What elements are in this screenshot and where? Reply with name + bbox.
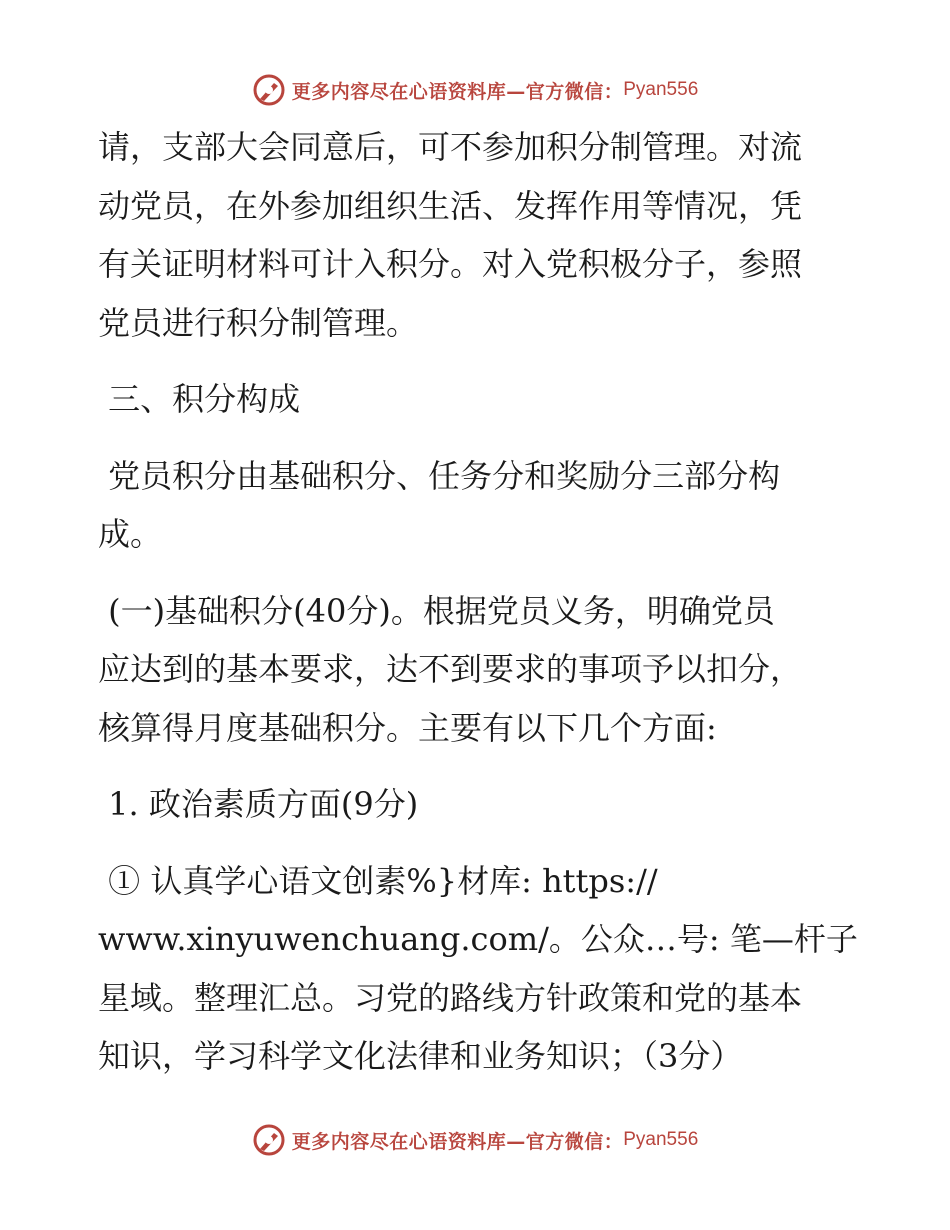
body-line: 成。	[98, 515, 163, 553]
body-line: 党员进行积分制管理。	[98, 303, 419, 342]
body-line: 核算得月度基础积分。主要有以下几个方面:	[98, 708, 717, 747]
body-line: www.xinyuwenchuang.com/。公众…号: 笔—杆子	[98, 920, 858, 958]
body-line: 党员积分由基础积分、任务分和奖励分三部分构	[98, 456, 781, 495]
body-line: ① 认真学心语文创素%}材库: https://	[98, 861, 658, 900]
body-line: 知识，学习科学文化法律和业务知识；（3分）	[98, 1037, 743, 1075]
watermark-wechat-id: Pyan556	[623, 79, 699, 100]
pen-logo-icon	[252, 1123, 286, 1157]
header-watermark	[0, 70, 950, 110]
section-heading: 三、积分构成	[98, 380, 301, 418]
body-line: 星域。整理汇总。习党的路线方针政策和党的基本	[98, 978, 803, 1017]
body-line: 应达到的基本要求，达不到要求的事项予以扣分，	[98, 650, 803, 688]
body-line: 有关证明材料可计入积分。对入党积极分子，参照	[98, 245, 803, 283]
body-line: (一)基础积分(40分)。根据党员义务，明确党员	[98, 591, 775, 630]
watermark-text: 更多内容尽在心语资料库—官方微信：	[291, 1130, 624, 1153]
watermark-text: 更多内容尽在心语资料库—官方微信：	[291, 80, 624, 103]
sub-heading: 1. 政治素质方面(9分)	[98, 785, 419, 823]
watermark-wechat-id: Pyan556	[623, 1129, 699, 1150]
footer-watermark	[0, 1120, 950, 1160]
body-line: 请，支部大会同意后，可不参加积分制管理。对流	[98, 128, 803, 166]
document-body	[98, 118, 868, 1086]
pen-logo-icon	[252, 73, 286, 107]
body-line: 动党员，在外参加组织生活、发挥作用等情况，凭	[98, 186, 803, 225]
